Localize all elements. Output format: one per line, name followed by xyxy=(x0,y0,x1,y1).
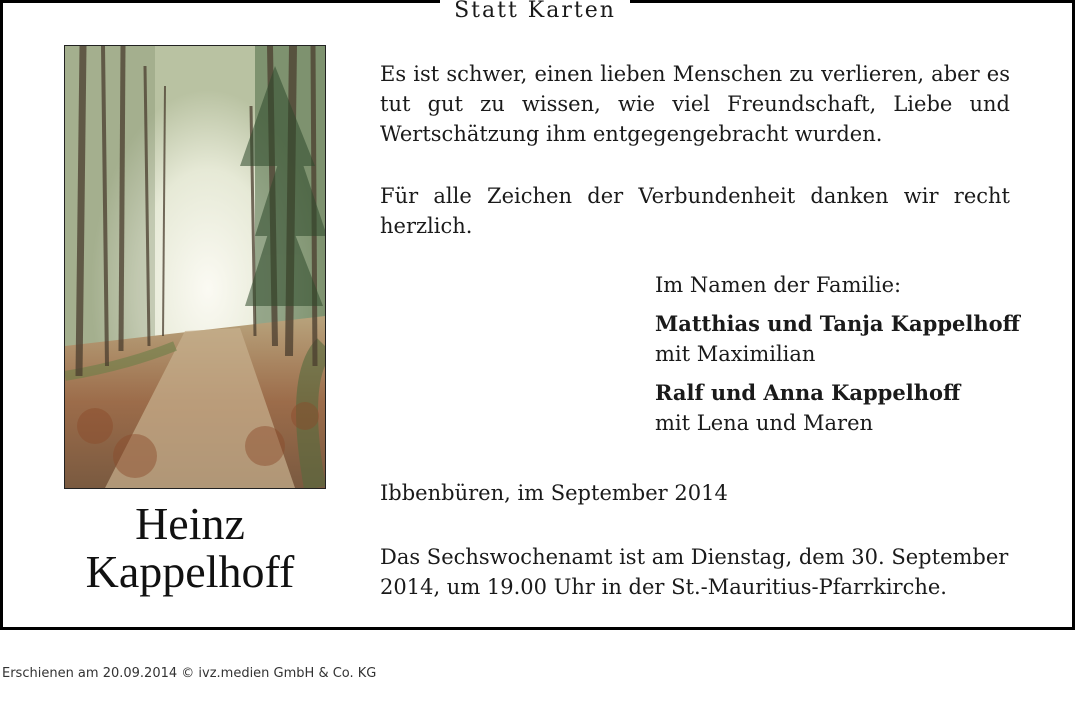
family2-name: Ralf und Anna Kappelhoff xyxy=(655,380,961,405)
signature-intro: Im Namen der Familie: xyxy=(655,273,902,297)
family1-children: mit Maximilian xyxy=(655,342,816,366)
condolence-paragraph: Es ist schwer, einen lieben Menschen zu verlieren, aber es tut gut zu wissen, wie viel Freundschaft, Liebe und Wertschätzung ihm entgegengebracht wurden. xyxy=(380,62,1010,146)
deceased-name xyxy=(40,500,340,596)
family2-children: mit Lena und Maren xyxy=(655,411,874,435)
deceased-first-name: Heinz xyxy=(135,498,245,549)
family1-name: Matthias und Tanja Kappelhoff xyxy=(655,311,1020,336)
deceased-last-name: Kappelhoff xyxy=(85,546,295,597)
publication-footer: Erschienen am 20.09.2014 © ivz.medien GmbH & Co. KG xyxy=(2,666,377,681)
card-header: Statt Karten xyxy=(440,0,630,25)
forest-path-photo xyxy=(64,45,326,489)
service-announcement: Das Sechswochenamt ist am Dienstag, dem 30. September 2014, um 19.00 Uhr in der St.-Mauritius-Pfarrkirche. xyxy=(380,545,1009,599)
thanks-paragraph: Für alle Zeichen der Verbundenheit danken wir recht herzlich. xyxy=(380,184,1010,238)
place-date: Ibbenbüren, im September 2014 xyxy=(380,481,728,505)
